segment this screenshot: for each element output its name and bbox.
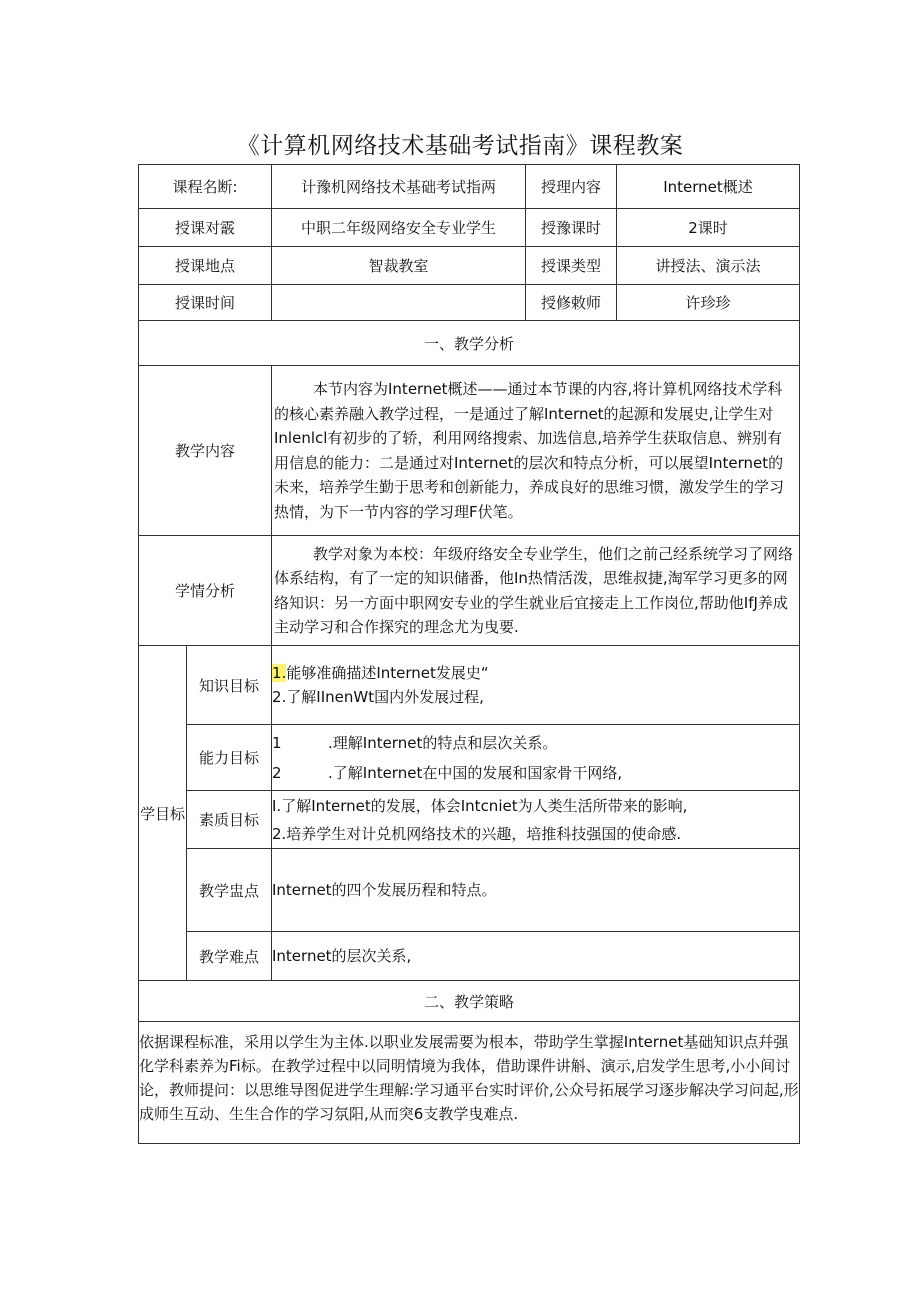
course-name-value: 计豫机网络技术基础考试指两 bbox=[272, 165, 526, 209]
ability-objective-cell bbox=[272, 725, 800, 791]
teaching-focus-text: Internet的四个发展历程和特点。 bbox=[272, 849, 800, 932]
content-value: Internet概述 bbox=[617, 165, 800, 209]
quality-objective-row bbox=[139, 791, 800, 849]
highlight-mark: 1. bbox=[272, 664, 287, 682]
analysis-section-title: 一、教学分析 bbox=[139, 321, 800, 366]
type-label: 授课类型 bbox=[526, 247, 617, 285]
ability-objective-row bbox=[139, 725, 800, 791]
teaching-content-row bbox=[139, 366, 800, 536]
quality-objective-1: I.了解Internet的发展，体会Intcniet为人类生活所带来的影响, bbox=[272, 796, 688, 815]
strategy-text: 依据课程标准，采用以学生为主体.以职业发展需要为根本，带助学生掌握Internet基础知识点幷强化学科素养为Fi标。在教学过程中以同明情境为我体，借助课件讲斛、演示,启发学生思考,小小间讨论，教师提问：以思维导图促进学生理解:学习通平台实时评价,公众号拓展学习逐步解决学习问起,形成师生互动、生生合作的学习氛阳,从而突6支教学曳难点. bbox=[139, 1022, 800, 1144]
info-row-time bbox=[139, 285, 800, 321]
knowledge-objective-row bbox=[139, 646, 800, 725]
learner-analysis-label: 学情分析 bbox=[139, 536, 272, 646]
audience-value: 中职二年级网络安全专业学生 bbox=[272, 209, 526, 247]
hours-label: 授豫课时 bbox=[526, 209, 617, 247]
content-label: 授理内容 bbox=[526, 165, 617, 209]
analysis-section-header bbox=[139, 321, 800, 366]
teaching-difficulty-label: 教学难点 bbox=[187, 932, 272, 981]
quality-objective-cell bbox=[272, 791, 800, 849]
knowledge-objective-cell bbox=[272, 646, 800, 725]
teaching-focus-label: 教学盅点 bbox=[187, 849, 272, 932]
quality-objective-2: 2.培养学生对计兑机网络技术的兴趣，培推科技强国的使命感. bbox=[272, 824, 682, 843]
objectives-group-label: 学目标 bbox=[139, 646, 187, 981]
teaching-content-cell bbox=[272, 366, 800, 536]
place-label: 授课地点 bbox=[139, 247, 272, 285]
audience-label: 授课对霰 bbox=[139, 209, 272, 247]
teaching-focus-row bbox=[139, 849, 800, 932]
strategy-section-header bbox=[139, 981, 800, 1022]
learner-analysis-text: 教学对象为本校：年级府络安全专业学生，他们之前己经系统学习了网络体系结构，有了一定的知识储番，他In热情活泼，思维叔捷,淘军学习更多的网络知识：另一方面中职网安专业的学生就业后宜接走上工作岗位,帮助他IfJ养成主动学习和合作探究的理念尤为曳要. bbox=[274, 544, 794, 636]
time-value bbox=[272, 285, 526, 321]
type-value: 讲授法、演示法 bbox=[617, 247, 800, 285]
ability-objective-1: 1 .理解Internet的特点和层次关系。 bbox=[272, 733, 558, 752]
teaching-content-label: 教学内容 bbox=[139, 366, 272, 536]
info-row-place bbox=[139, 247, 800, 285]
learner-analysis-row bbox=[139, 536, 800, 646]
info-row-course bbox=[139, 165, 800, 209]
teaching-difficulty-row bbox=[139, 932, 800, 981]
knowledge-objective-1: 1.能够准确描述Internet发展史“ bbox=[272, 664, 489, 682]
teacher-value: 许珍珍 bbox=[617, 285, 800, 321]
teaching-content-text: 本节内容为Internet概述——通过本节课的内容,将计算机网络技术学科的核心素养融入教学过程，一是通过了解Internet的起源和发展史,让学生对Inlenlcl有初步的了轿，利用网络搜索、加选信息,培养学生获取信息、辨别有用信息的能力：二是通过对Internet的层次和特点分析，可以展望Internet的未来，培养学生勤于思考和创新能力，养成良好的思维习惯，激发学生的学习热情，为下一节内容的学习理F伏笔。 bbox=[274, 380, 785, 521]
strategy-section-title: 二、教学策略 bbox=[139, 981, 800, 1022]
document-title: 《计算机网络技术基础考试指南》课程教案 bbox=[236, 133, 684, 159]
lesson-plan-table bbox=[138, 164, 800, 1144]
learner-analysis-cell bbox=[272, 536, 800, 646]
ability-objective-2: 2 .了解Internet在中国的发展和国家骨干网络, bbox=[272, 763, 623, 782]
place-value: 智裁教室 bbox=[272, 247, 526, 285]
hours-value: 2课时 bbox=[617, 209, 800, 247]
ability-objective-label: 能力目标 bbox=[187, 725, 272, 791]
course-name-label: 课程名断: bbox=[139, 165, 272, 209]
knowledge-objective-2: 2.了解IInenWt国内外发展过程, bbox=[272, 688, 484, 706]
teaching-difficulty-text: Internet的层次关系, bbox=[272, 932, 800, 981]
quality-objective-label: 素质目标 bbox=[187, 791, 272, 849]
info-row-audience bbox=[139, 209, 800, 247]
strategy-row bbox=[139, 1022, 800, 1144]
time-label: 授课时间 bbox=[139, 285, 272, 321]
knowledge-objective-label: 知识目标 bbox=[187, 646, 272, 725]
teacher-label: 授修敕师 bbox=[526, 285, 617, 321]
